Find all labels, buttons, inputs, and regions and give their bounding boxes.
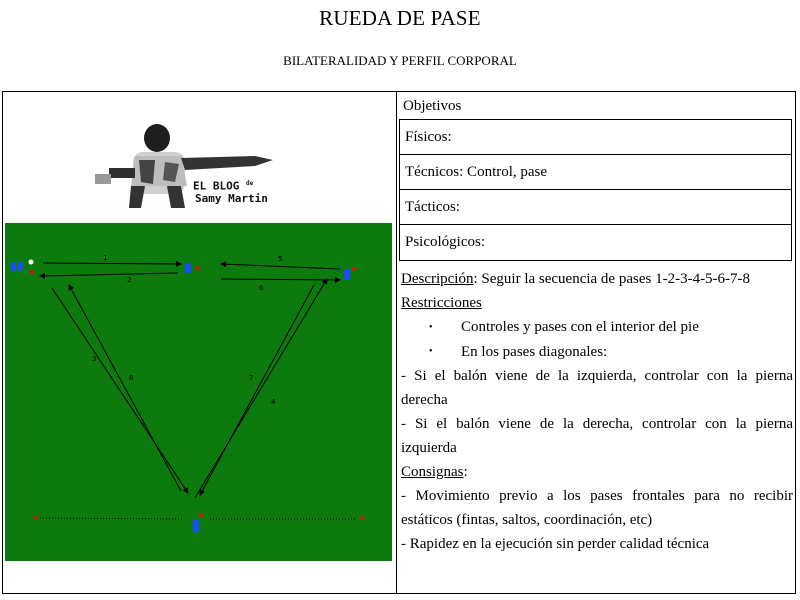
cone-bottom-center [199,513,203,517]
page-title: RUEDA DE PASE [319,6,481,30]
pass-number-1: 1 [103,254,108,262]
description-text: : Seguir la secuencia de pases 1-2-3-4-5-6-7-8 [473,271,751,287]
logo-text [193,178,268,205]
consigna-line-1: - Movimiento previo a los pases frontales para no recibir estáticos (fintas, saltos, coordinación, etc) [401,488,793,529]
pass-number-3: 3 [92,355,97,363]
consignas-line: Consignas: [401,464,468,481]
description-block [401,267,793,556]
restriction-bullet-2: • En los pases diagonales: [401,340,793,365]
consigna-line-2: - Rapidez en la ejecución sin perder calidad técnica [401,536,710,553]
cone-right [352,267,356,271]
player-right [344,269,350,280]
logo-line-1: EL BLOG [193,179,240,193]
pass-number-5: 5 [278,255,283,263]
pass-number-6: 6 [259,284,264,292]
objective-fisicos: Físicos: [400,120,791,155]
pass-number-8: 8 [129,374,134,382]
restriction-line-right: - Si el balón viene de la derecha, controlar con la pierna izquierda [401,416,793,457]
cone-left [30,270,34,274]
player-top-center [185,263,191,273]
player-bottom-center [193,520,199,532]
restrictions-label: Restricciones [401,295,482,311]
player-left-1 [11,262,16,271]
restriction-line-left: - Si el balón viene de la izquierda, controlar con la pierna derecha [401,368,793,409]
cone-top-center [196,266,200,270]
ball-left [29,260,34,265]
consignas-label: Consignas [401,464,464,481]
field-background [5,223,392,561]
pass-number-7: 7 [249,374,254,382]
bullet-dot-icon: • [429,346,433,358]
description-label: Descripción [401,271,474,287]
cone-bottom-right [360,516,364,520]
pass-number-4: 4 [271,398,276,406]
page-subtitle: BILATERALIDAD Y PERFIL CORPORAL [283,53,517,68]
column-divider [396,91,397,594]
objective-tacticos: Tácticos: [400,190,791,225]
logo-line-1-sup: de [245,180,254,187]
passing-drill-diagram [5,223,392,561]
logo-line-2: Samy Martin [195,191,268,205]
bullet-dot-icon: • [429,321,433,333]
objective-tecnicos: Técnicos: Control, pase [400,155,791,190]
description-line [401,267,793,291]
objective-psicologicos: Psicológicos: [405,234,486,250]
objectives-table [399,119,792,261]
pass-number-2: 2 [127,276,132,284]
objectives-heading: Objetivos [403,98,462,114]
restriction-bullet-1: • Controles y pases con el interior del pie [401,315,793,340]
cone-bottom-left [34,516,38,520]
player-left-2 [18,262,23,271]
